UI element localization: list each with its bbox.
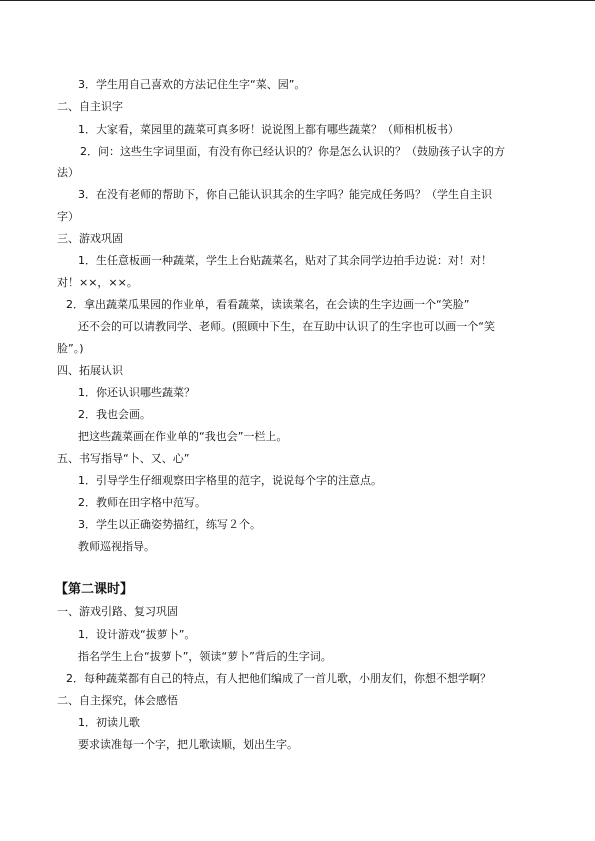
text-line: 2．每种蔬菜都有自己的特点，有人把他们编成了一首儿歌，小朋友们，你想不想学啊？ bbox=[66, 672, 491, 685]
text-line: 指名学生上台“拔萝卜”，领读“萝卜”背后的生字词。 bbox=[78, 650, 332, 663]
text-line: 1．你还认识哪些蔬菜？ bbox=[78, 386, 195, 399]
text-line: 要求读准每一个字，把儿歌读顺，划出生字。 bbox=[78, 738, 298, 751]
text-line: 1．大家看，菜园里的蔬菜可真多呀！说说图上都有哪些蔬菜？（师相机板书） bbox=[78, 123, 459, 136]
text-line: 3．学生用自己喜欢的方法记住生字“菜、园”。 bbox=[78, 78, 306, 91]
text-line: 2．教师在田字格中范写。 bbox=[78, 496, 206, 509]
section-heading: 四、拓展认识 bbox=[57, 364, 123, 377]
text-line: 还不会的可以请教同学、老师。(照顾中下生，在互助中认识了的生字也可以画一个“笑 bbox=[78, 320, 495, 333]
section-heading: 一、游戏引路、复习巩固 bbox=[57, 605, 178, 618]
section-heading: 五、书写指导“卜、又、心” bbox=[57, 452, 190, 465]
text-line: 把这些蔬菜画在作业单的“我也会”一栏上。 bbox=[78, 430, 288, 443]
section-heading: 二、自主探究，体会感悟 bbox=[57, 694, 178, 707]
page-top-rule bbox=[0, 0, 595, 1]
text-line: 1．初读儿歌 bbox=[78, 716, 140, 729]
lesson-heading: 【第二课时】 bbox=[55, 582, 134, 597]
text-line: 字） bbox=[57, 210, 79, 223]
text-line: 法） bbox=[57, 166, 79, 179]
section-heading: 二、自主识字 bbox=[57, 100, 123, 113]
text-line: 脸”。) bbox=[57, 342, 84, 355]
section-heading: 三、游戏巩固 bbox=[57, 232, 123, 245]
text-line: 2．拿出蔬菜瓜果园的作业单，看看蔬菜，读读菜名，在会读的生字边画一个“笑脸” bbox=[66, 298, 470, 311]
text-line: 1．引导学生仔细观察田字格里的范字，说说每个字的注意点。 bbox=[78, 474, 382, 487]
text-line: 3．在没有老师的帮助下，你自己能认识其余的生字吗？能完成任务吗？（学生自主识 bbox=[78, 188, 492, 201]
text-line: 教师巡视指导。 bbox=[78, 540, 155, 553]
text-line: 3．学生以正确姿势描红，练写２个。 bbox=[78, 518, 261, 531]
text-line: 1．生任意板画一种蔬菜，学生上台贴蔬菜名，贴对了其余同学边拍手边说：对！对！ bbox=[78, 254, 492, 267]
text-line: 2．问：这些生字词里面，有没有你已经认识的？你是怎么认识的？（鼓励孩子认字的方 bbox=[80, 145, 505, 158]
text-line: 1．设计游戏“拔萝卜”。 bbox=[78, 628, 196, 641]
text-line: 对！××，××。 bbox=[57, 276, 138, 289]
text-line: 2．我也会画。 bbox=[78, 408, 151, 421]
